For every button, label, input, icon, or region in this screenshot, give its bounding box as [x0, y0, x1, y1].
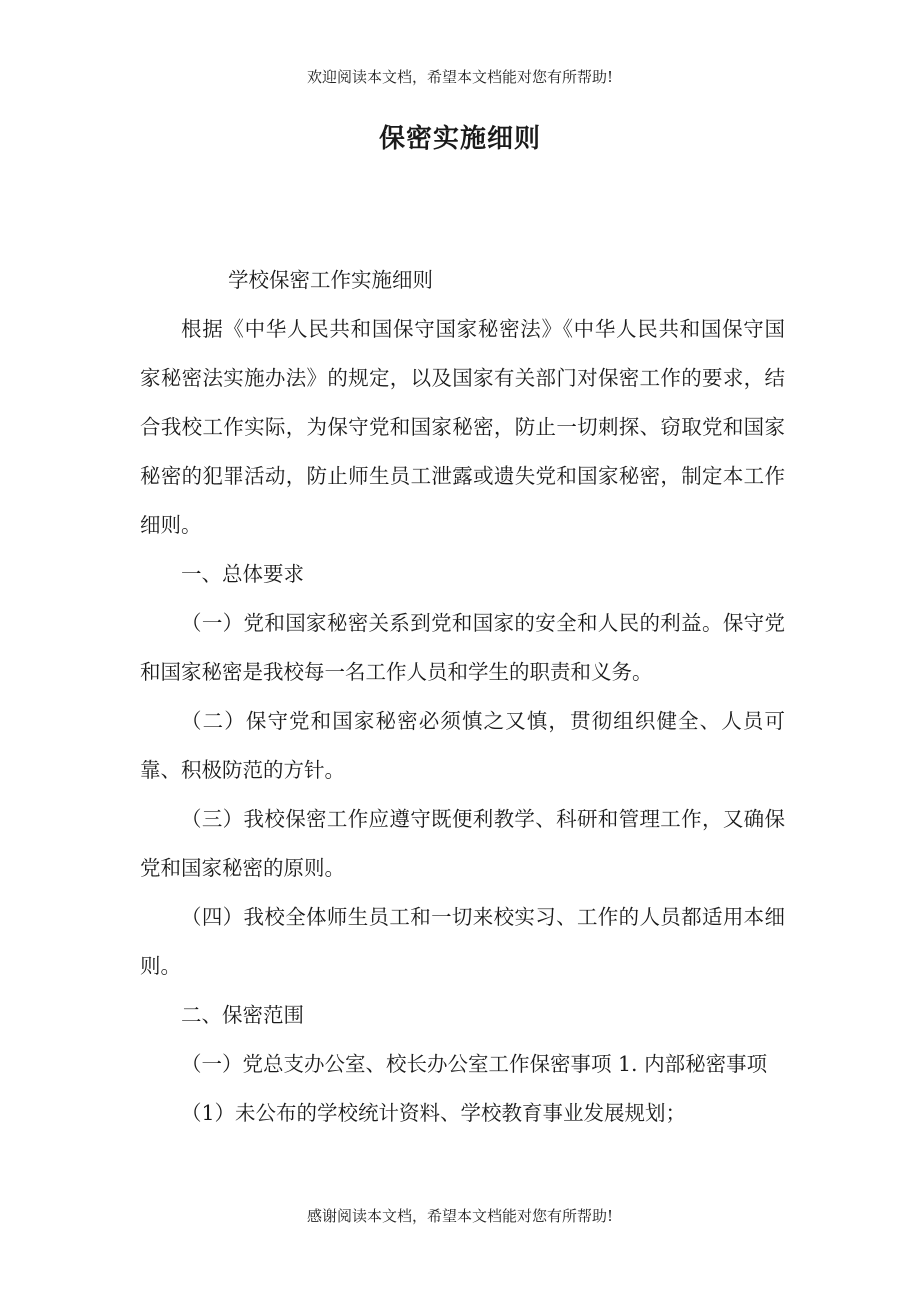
- section-heading-general: 一、总体要求: [181, 562, 304, 586]
- paragraph-item: （四）我校全体师生员工和一切来校实习、工作的人员都适用本细则。: [140, 905, 785, 978]
- document-title: 保密实施细则: [378, 124, 541, 154]
- paragraph-item: （二）保守党和国家秘密必须慎之又慎，贯彻组织健全、人员可靠、积极防范的方针。: [140, 709, 785, 782]
- paragraph-item: （1）未公布的学校统计资料、学校教育事业发展规划；: [181, 1101, 687, 1125]
- footer-note: 感谢阅读本文档，希望本文档能对您有所帮助!: [306, 1207, 614, 1225]
- intro-paragraph: 根据《中华人民共和国保守国家秘密法》《中华人民共和国保守国家秘密法实施办法》的规定，以及国家有关部门对保密工作的要求，结合我校工作实际，为保守党和国家秘密，防止一切刺探、窃取党和国家秘密的犯罪活动，防止师生员工泄露或遗失党和国家秘密，制定本工作细则。: [140, 317, 785, 537]
- header-note: 欢迎阅读本文档，希望本文档能对您有所帮助!: [306, 68, 614, 86]
- document-body: [140, 256, 785, 1138]
- paragraph-item: （一）党和国家秘密关系到党和国家的安全和人民的利益。保守党和国家秘密是我校每一名工作人员和学生的职责和义务。: [140, 611, 785, 684]
- paragraph-item: （三）我校保密工作应遵守既便利教学、科研和管理工作，又确保党和国家秘密的原则。: [140, 807, 785, 880]
- paragraph-item: （一）党总支办公室、校长办公室工作保密事项 1. 内部秘密事项: [181, 1052, 768, 1076]
- document-subtitle: 学校保密工作实施细则: [228, 268, 433, 292]
- section-heading-scope: 二、保密范围: [181, 1003, 304, 1027]
